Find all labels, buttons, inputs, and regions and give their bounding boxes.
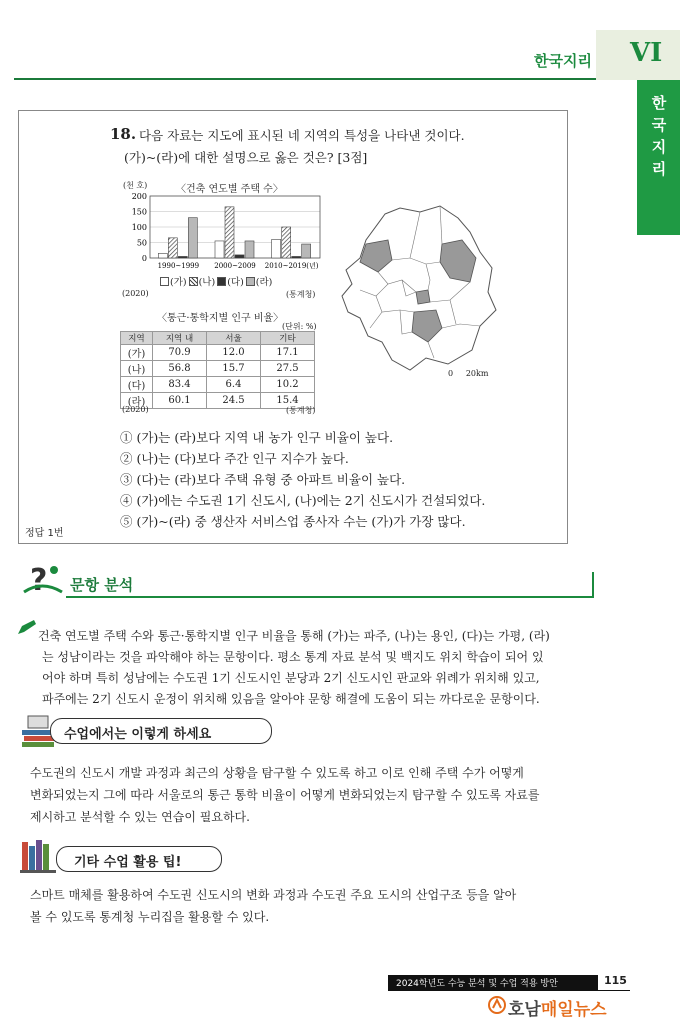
chart-bar: [302, 244, 311, 258]
chart-bar: [282, 227, 291, 258]
legend-label: (다): [227, 277, 244, 288]
side-tab-char: 국: [651, 116, 667, 134]
region-ra-seongnam: [416, 290, 430, 304]
chart-legend: [160, 274, 274, 288]
legend-label: (나): [198, 277, 216, 288]
newspaper-logo: [508, 995, 607, 1020]
side-tab-char: 리: [651, 160, 667, 178]
chart-bar: [245, 241, 254, 258]
legend-swatch: [217, 277, 226, 286]
analysis-title: 문항 분석: [70, 576, 134, 594]
table-cell: 15.4: [261, 393, 315, 409]
table-cell: (가): [121, 345, 153, 361]
map-outline: [342, 206, 496, 370]
logo-text-1: 호남: [508, 1000, 541, 1020]
choice-5: ⑤ (가)~(라) 중 생산자 서비스업 종사자 수는 (가)가 가장 많다.: [120, 514, 466, 529]
table-row: [121, 377, 315, 393]
correct-answer: 정답 1번: [25, 528, 64, 539]
legend-item-ga: [160, 274, 187, 288]
legend-label: (라): [255, 277, 273, 288]
chart-bar: [158, 253, 167, 258]
chart-source-year: (2020): [122, 289, 149, 298]
class-tip-line: 제시하고 분석할 수 있는 연습이 필요하다.: [30, 810, 250, 824]
commute-table: [120, 331, 315, 409]
question-text-line2: (가)~(라)에 대한 설명으로 옳은 것은? [3점]: [124, 150, 368, 165]
class-tip-paragraph: [30, 762, 590, 828]
header-divider: [14, 78, 596, 80]
chart-bar: [272, 239, 281, 258]
housing-bar-chart: [120, 190, 330, 274]
table-cell: 17.1: [261, 345, 315, 361]
table-header: 기타: [261, 332, 315, 345]
chart-title: 〈건축 연도별 주택 수〉: [176, 184, 283, 195]
table-header: 지역: [121, 332, 153, 345]
table-cell: 6.4: [207, 377, 261, 393]
footer-text: 2024학년도 수능 분석 및 수업 적용 방안: [396, 979, 558, 989]
table-cell: (다): [121, 377, 153, 393]
choice-4: ④ (가)에는 수도권 1기 신도시, (나)에는 2기 신도시가 건설되었다.: [120, 493, 486, 508]
chart-bar: [292, 256, 301, 258]
svg-text:?: ?: [30, 563, 48, 598]
table-cell: 27.5: [261, 361, 315, 377]
table-cell: 24.5: [207, 393, 261, 409]
other-tip-line: 스마트 매체를 활용하여 수도권 신도시의 변화 과정과 수도권 주요 도시의 산업구조 등을 알아: [30, 888, 517, 902]
chart-bar: [215, 241, 224, 258]
side-tab-label: [641, 92, 677, 180]
choice-2: ② (나)는 (다)보다 주간 인구 지수가 높다.: [120, 451, 349, 466]
question-number: 18.: [110, 125, 137, 143]
analysis-paragraph: [38, 626, 590, 710]
footer-underline: [598, 990, 630, 991]
chart-y-tick: 0: [141, 254, 147, 263]
table-cell: 70.9: [153, 345, 207, 361]
table-source: (통계청): [286, 406, 316, 415]
legend-item-da: [217, 274, 244, 288]
question-analysis-icon: [22, 562, 66, 600]
other-tip-paragraph: [30, 884, 590, 928]
table-cell: 60.1: [153, 393, 207, 409]
table-cell: 10.2: [261, 377, 315, 393]
chart-bar: [168, 238, 177, 258]
answer-choices: [120, 427, 485, 532]
logo-text-2: 매일뉴스: [540, 1000, 607, 1020]
subject-title: 한국지리: [534, 52, 592, 70]
table-cell: (라): [121, 393, 153, 409]
analysis-bracket: [592, 572, 594, 598]
chart-bar: [235, 255, 244, 258]
map-scale: [448, 369, 488, 378]
table-cell: 83.4: [153, 377, 207, 393]
analysis-line: 건축 연도별 주택 수와 통근·통학지별 인구 비율을 통해 (가)는 파주, (나)는 용인, (다)는 가평, (라): [38, 629, 550, 643]
table-row: [121, 345, 315, 361]
scale-label: 20km: [465, 369, 489, 378]
legend-item-na: [189, 274, 216, 288]
chart-y-tick: 150: [131, 207, 147, 217]
table-header: 지역 내: [153, 332, 207, 345]
side-tab-char: 지: [651, 138, 667, 156]
chart-x-tick: 1990~1999: [157, 262, 200, 270]
choice-1: ① (가)는 (라)보다 지역 내 농가 인구 비율이 높다.: [120, 430, 394, 445]
table-cell: 56.8: [153, 361, 207, 377]
newspaper-logo-icon: [488, 996, 506, 1014]
class-tip-title: 수업에서는 이렇게 하세요: [64, 727, 212, 742]
legend-swatch: [160, 277, 169, 286]
chart-y-unit: (천 호): [123, 181, 148, 190]
capital-region-map: [330, 200, 505, 375]
table-cell: 15.7: [207, 361, 261, 377]
table-unit: (단위: %): [282, 322, 317, 331]
side-tab-char: 한: [651, 94, 667, 112]
analysis-line: 파주에는 2기 신도시 운정이 위치해 있음을 알아야 문항 해결에 도움이 되는 까다로운 문항이다.: [42, 692, 540, 706]
other-tip-title: 기타 수업 활용 팁!: [74, 855, 182, 870]
table-row: [121, 361, 315, 377]
chapter-number: VI: [630, 38, 663, 68]
choice-3: ③ (다)는 (라)보다 주택 유형 중 아파트 비율이 높다.: [120, 472, 406, 487]
page-number: 115: [604, 974, 627, 987]
chart-y-tick: 200: [131, 192, 147, 201]
chart-x-tick: 2000~2009: [214, 262, 256, 270]
analysis-line: 는 성남이라는 것을 파악해야 하는 문항이다. 평소 통계 자료 분석 및 백지도 위치 학습이 되어 있: [42, 650, 544, 664]
scale-zero: 0: [448, 369, 454, 378]
analysis-line: 어야 하며 특히 성남에는 수도권 1기 신도시인 분당과 2기 신도시인 판교와 위례가 위치해 있고,: [42, 671, 540, 685]
legend-item-ra: [246, 274, 273, 288]
chart-bar: [178, 256, 187, 258]
legend-swatch: [246, 277, 255, 286]
legend-swatch: [189, 277, 198, 286]
table-cell: 12.0: [207, 345, 261, 361]
chart-source: (통계청): [286, 290, 316, 299]
analysis-underline: [66, 596, 594, 598]
chart-bar: [188, 218, 197, 258]
pencil-icon: [18, 620, 36, 634]
chart-y-tick: 50: [136, 238, 147, 248]
table-header-row: [121, 332, 315, 345]
legend-label: (가): [170, 277, 187, 288]
table-header: 서울: [207, 332, 261, 345]
table-source-year: (2020): [122, 405, 149, 414]
class-tip-line: 변화되었는지 그에 따라 서울로의 통근 통학 비율이 어떻게 변화되었는지 탐구할 수 있도록 자료를: [30, 788, 540, 802]
chart-bar: [225, 207, 234, 258]
chart-y-tick: 100: [131, 223, 147, 232]
question-text-line1: 다음 자료는 지도에 표시된 네 지역의 특성을 나타낸 것이다.: [139, 128, 465, 143]
other-tip-line: 볼 수 있도록 통계청 누리집을 활용할 수 있다.: [30, 910, 270, 924]
class-tip-line: 수도권의 신도시 개발 과정과 최근의 상황을 탐구할 수 있도록 하고 이로 인해 주택 수가 어떻게: [30, 766, 524, 780]
chart-x-tick: 2010~2019(년): [264, 262, 319, 270]
table-cell: (나): [121, 361, 153, 377]
table-title: 〈통근·통학지별 인구 비율〉: [157, 313, 284, 324]
